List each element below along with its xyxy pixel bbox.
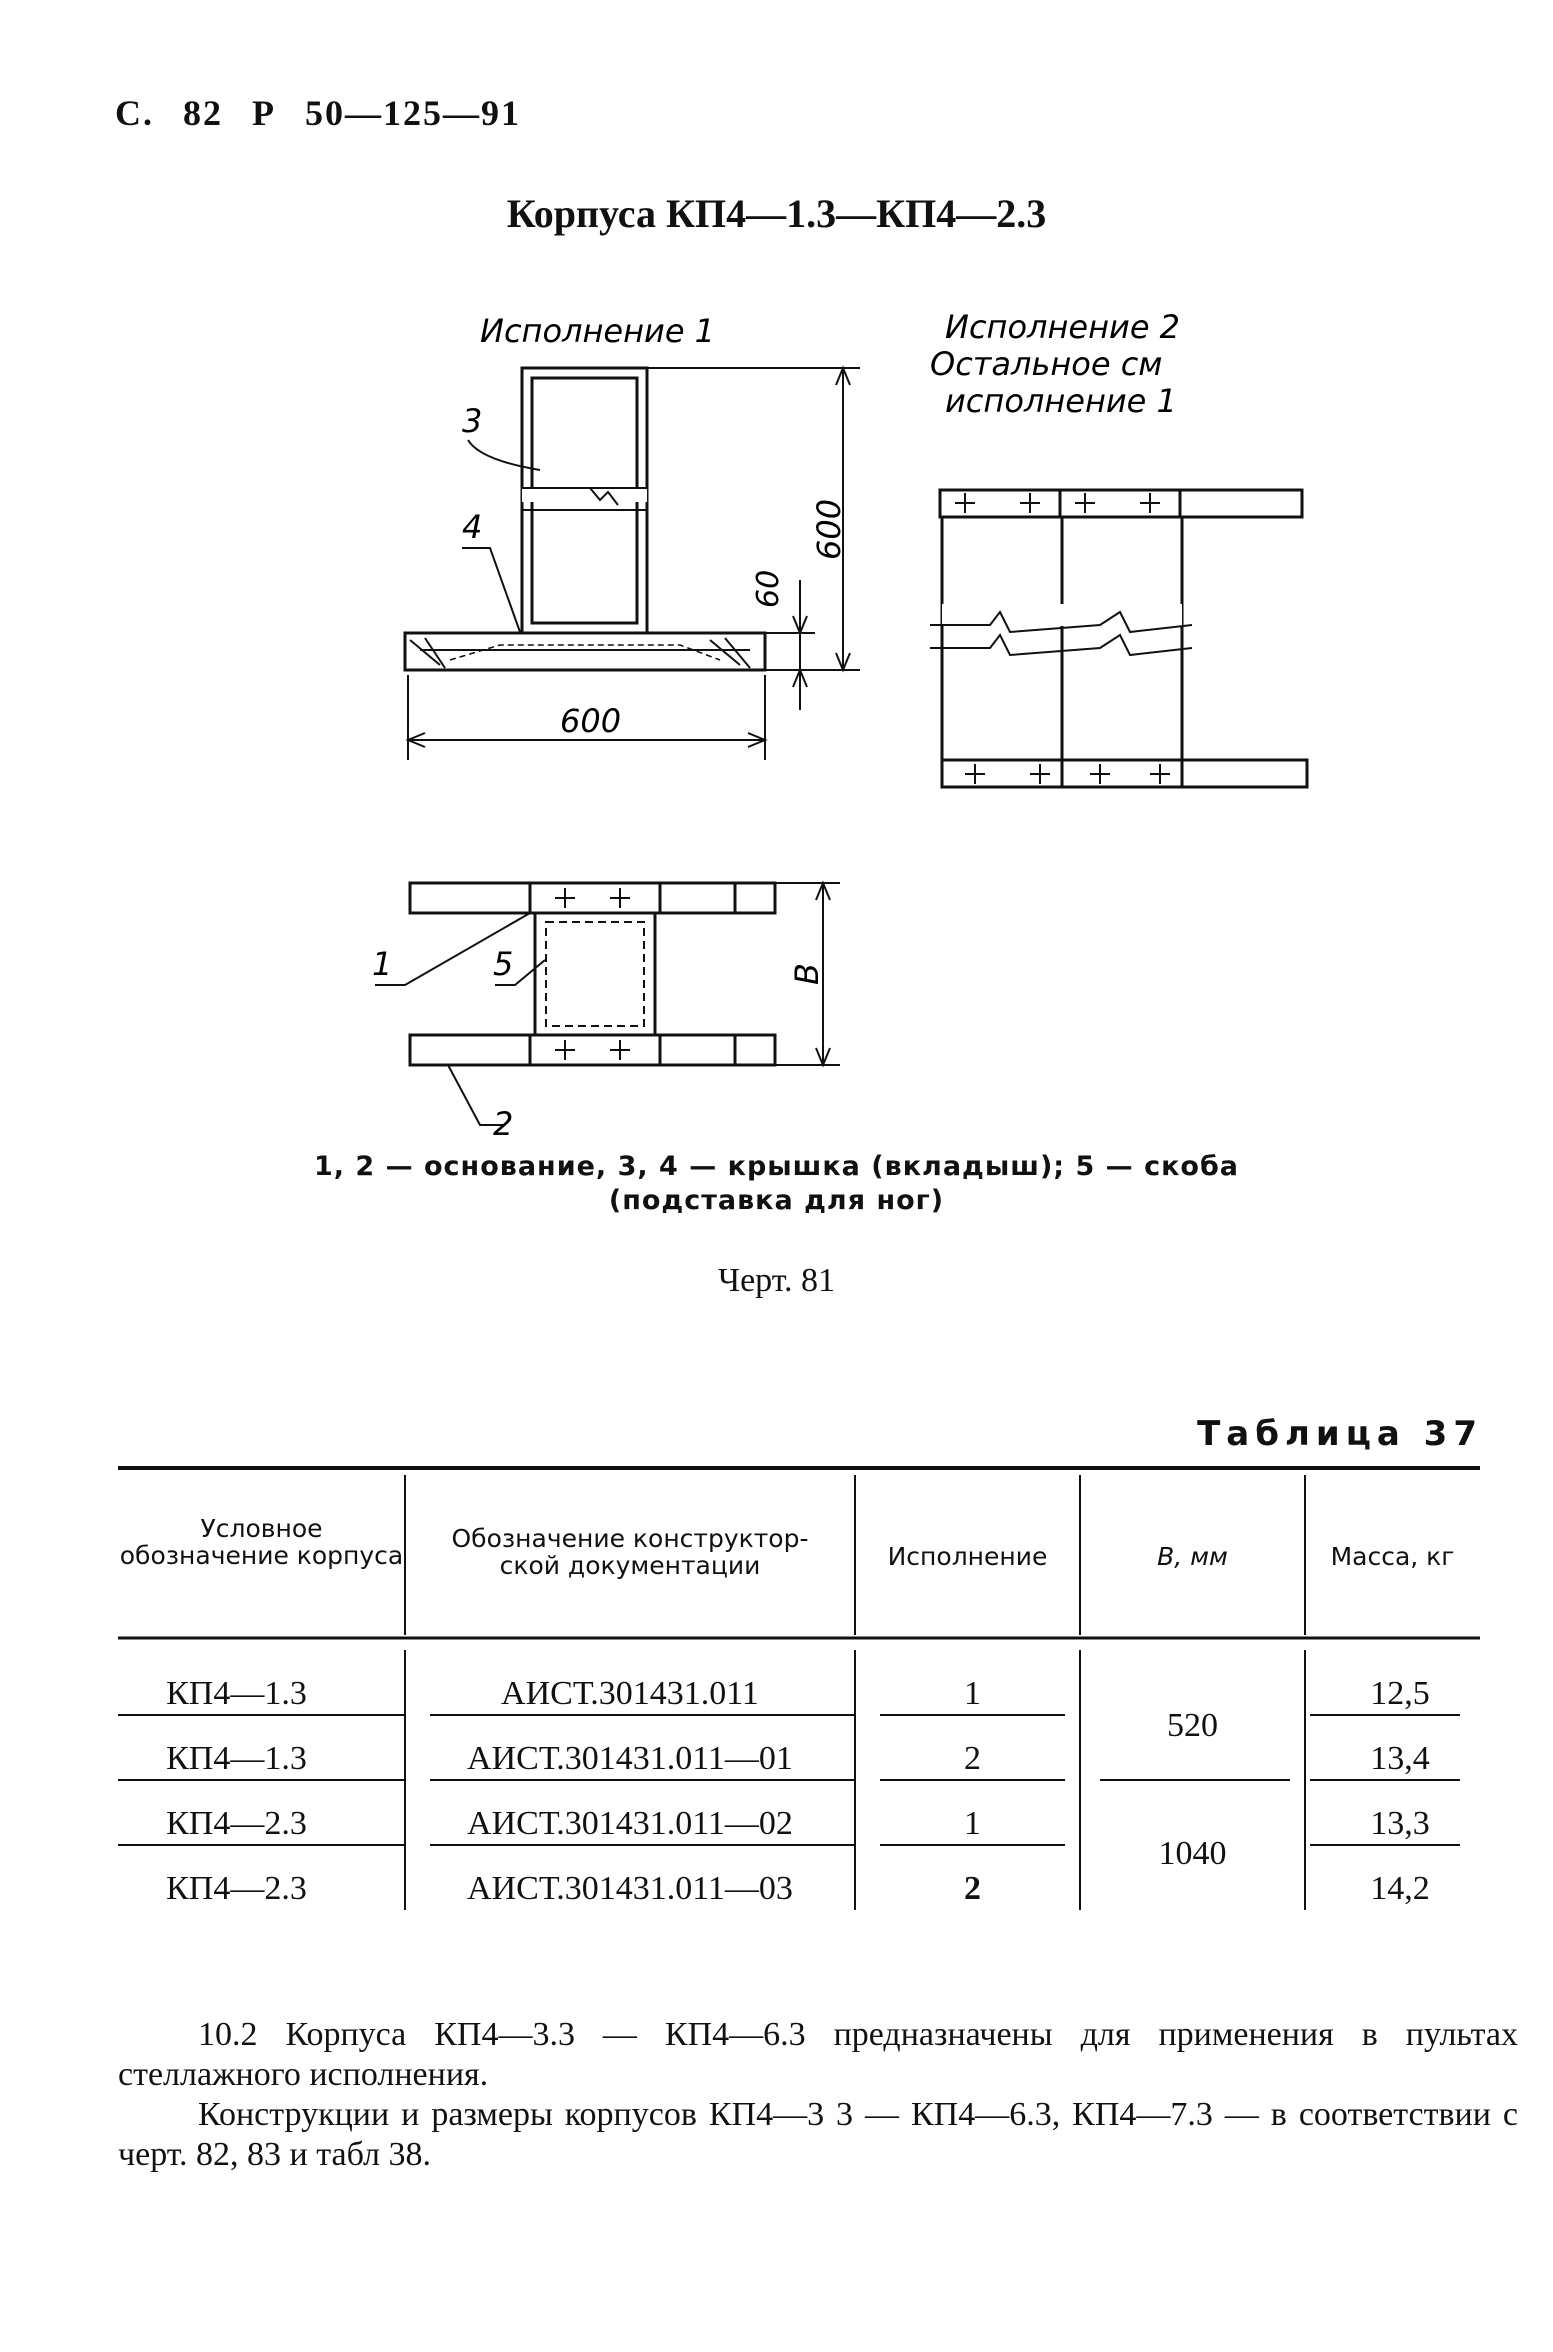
row2-doc: АИСТ.301431.011—01 (467, 1740, 793, 1777)
b-value-1040: 1040 (1158, 1835, 1227, 1872)
variant2-label-line2: Остальное см (930, 345, 1163, 383)
header-doc: Обозначение конструктор-ской документации (451, 1524, 809, 1580)
row4-code: КП4—2.3 (166, 1870, 307, 1907)
row1-variant: 1 (964, 1675, 981, 1712)
dim-b: В (788, 963, 826, 985)
b-value-520: 520 (1167, 1707, 1218, 1744)
header-code: Условное обозначение корпуса (119, 1514, 404, 1570)
page-header: С. 82 Р 50—125—91 (115, 93, 521, 133)
dim-60: 60 (751, 569, 786, 608)
row1-code: КП4—1.3 (166, 1675, 307, 1712)
variant2-frame (930, 490, 1307, 787)
figure-caption-line2: (подставка для ног) (608, 1185, 945, 1216)
paragraph-10-2: 10.2 Корпуса КП4—3.3 — КП4—6.3 предназначены для применения в пультах стеллажного исполнения. (118, 2016, 1518, 2093)
top-view (375, 883, 840, 1125)
paragraph-constructions: Конструкции и размеры корпусов КП4—3 3 — КП4—6.3, КП4—7.3 — в соответствии с черт. 82, 83 и табл 38. (118, 2096, 1518, 2173)
callout-4: 4 (462, 508, 483, 546)
variant1-cabinet (522, 368, 647, 633)
figure-caption (0, 1150, 1553, 1218)
variant1-label: Исполнение 1 (480, 312, 716, 350)
callout-5: 5 (493, 945, 514, 983)
variant2-label-line1: Исполнение 2 (945, 308, 1181, 346)
table-label: Таблица 37 (1197, 1414, 1483, 1454)
callout-3: 3 (462, 402, 483, 440)
header-mass: Масса, кг (1330, 1542, 1455, 1571)
dim-600-width: 600 (560, 702, 622, 740)
dim-600-height: 600 (810, 498, 848, 560)
row3-code: КП4—2.3 (166, 1805, 307, 1842)
header-variant: Исполнение (887, 1542, 1048, 1571)
row2-code: КП4—1.3 (166, 1740, 307, 1777)
row3-mass: 13,3 (1370, 1805, 1430, 1842)
row1-mass: 12,5 (1370, 1675, 1430, 1712)
technical-drawing (0, 0, 1553, 1150)
row2-variant: 2 (964, 1740, 981, 1777)
variant1-base (405, 633, 765, 670)
row3-variant: 1 (964, 1805, 981, 1842)
row4-doc: АИСТ.301431.011—03 (467, 1870, 793, 1907)
figure-caption-line1: 1, 2 — основание, 3, 4 — крышка (вкладыш); 5 — скоба (313, 1151, 1240, 1182)
row1-doc: АИСТ.301431.011 (501, 1675, 759, 1712)
variant2-label-line3: исполнение 1 (945, 382, 1177, 420)
header-b: В, мм (1157, 1542, 1228, 1571)
drawing-title: Корпуса КП4—1.3—КП4—2.3 (506, 191, 1047, 236)
row3-doc: АИСТ.301431.011—02 (467, 1805, 793, 1842)
row4-mass: 14,2 (1370, 1870, 1430, 1907)
callout-2: 2 (493, 1105, 514, 1143)
row2-mass: 13,4 (1370, 1740, 1430, 1777)
figure-number: Черт. 81 (717, 1262, 836, 1299)
callout-1: 1 (372, 945, 393, 983)
row4-variant: 2 (964, 1870, 981, 1907)
